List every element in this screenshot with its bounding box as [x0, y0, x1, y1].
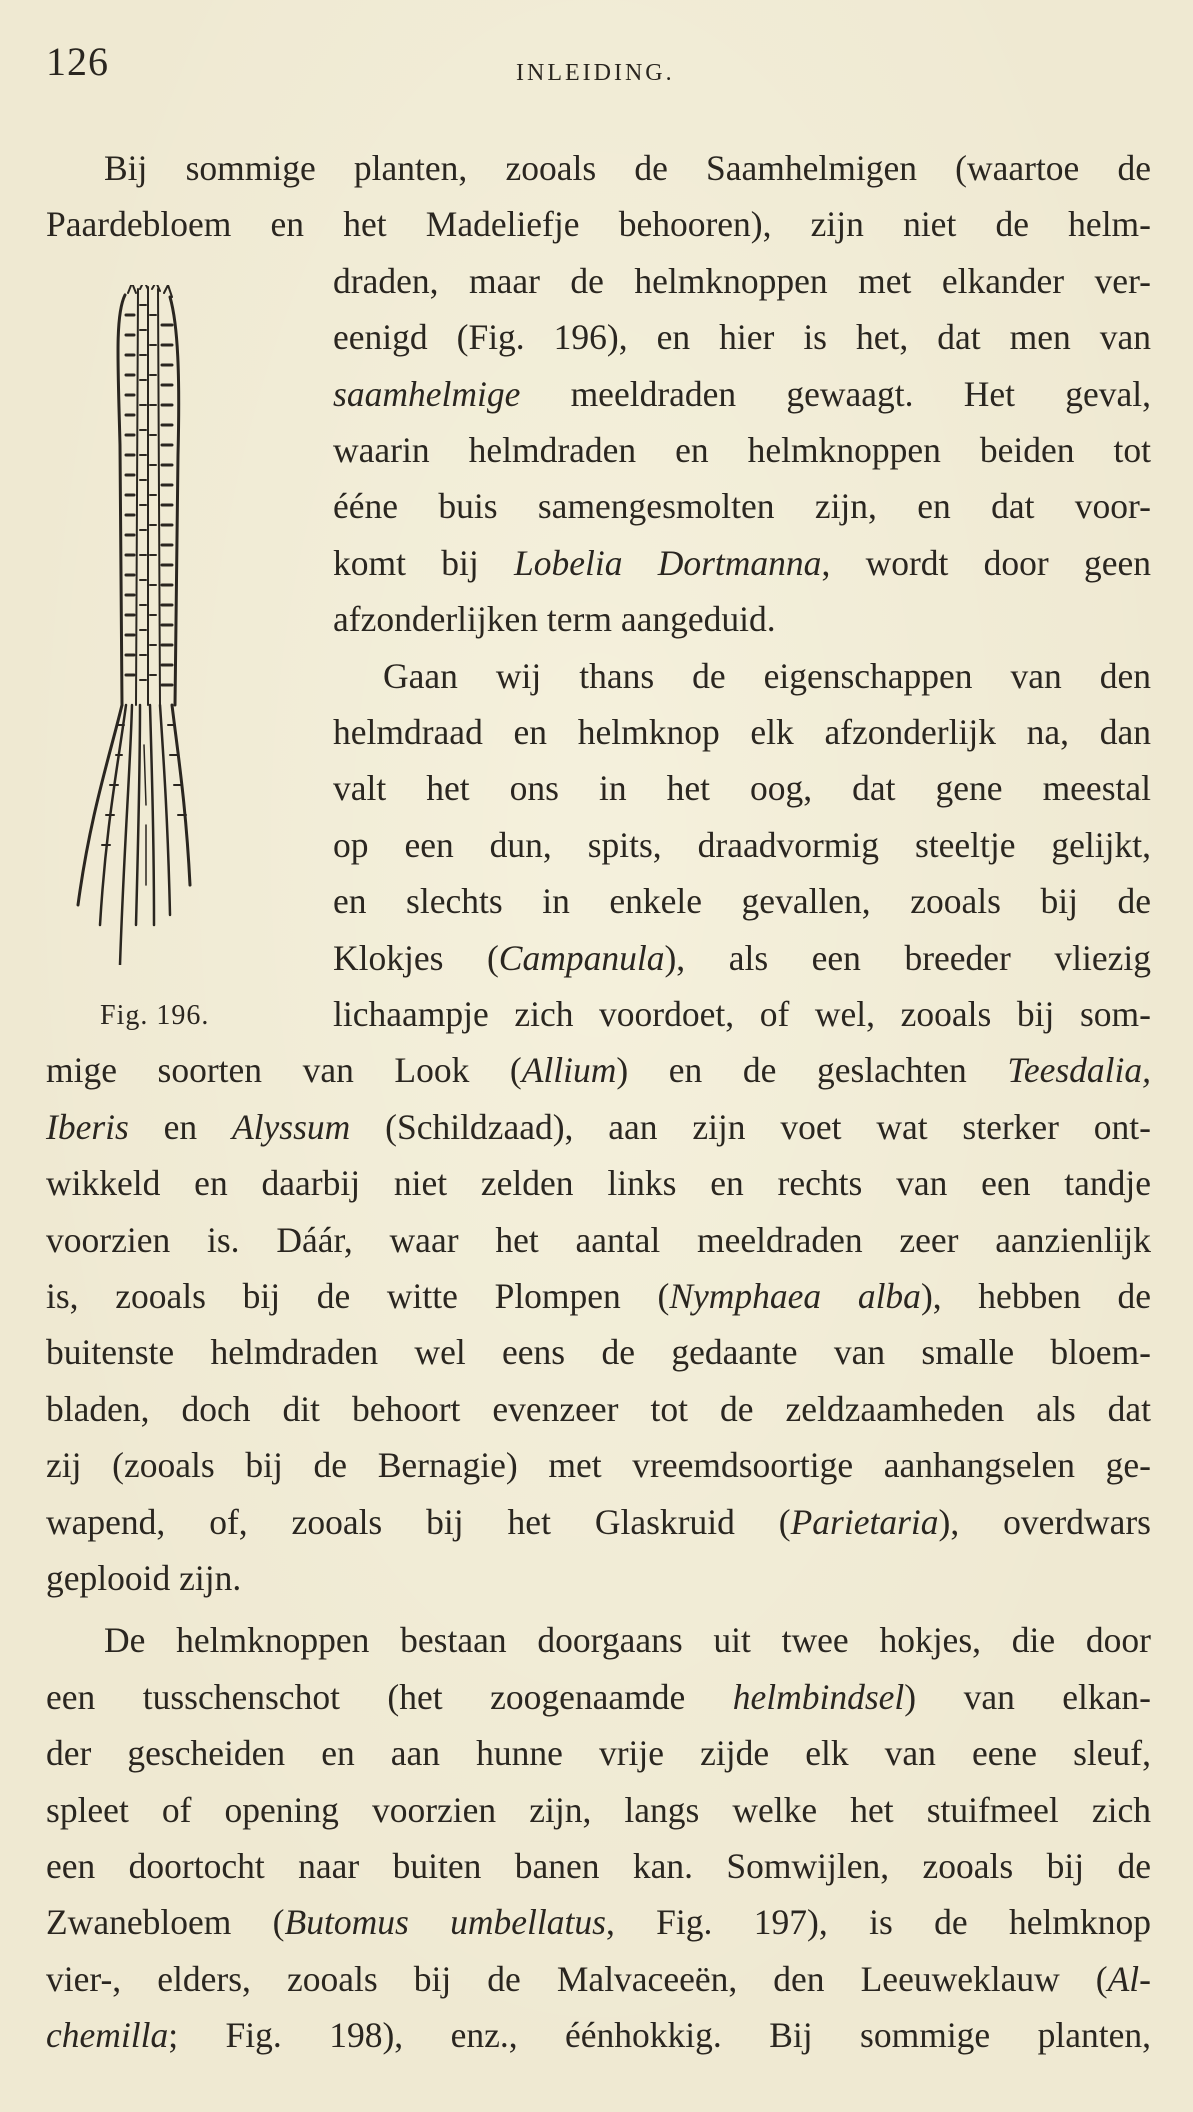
- text-line: [46, 1437, 1151, 1493]
- text-segment: eenigd (Fig. 196), en hier is het, dat men van: [333, 317, 1151, 358]
- italic-term: Iberis: [46, 1106, 129, 1147]
- text-line: [46, 1155, 1151, 1211]
- text-segment: Gaan wij thans de eigenschappen van den: [383, 655, 1151, 696]
- text-segment: een tusschenschot (het zoogenaamde: [46, 1676, 733, 1717]
- text-line: [46, 1324, 1151, 1380]
- text-segment: wikkeld en daarbij niet zelden links en rechts van een tandje: [46, 1163, 1151, 1204]
- italic-term: Campanula: [498, 937, 665, 978]
- figure-caption: Fig. 196.: [100, 1000, 210, 1031]
- text-line: [46, 1268, 1151, 1324]
- text-line: [46, 1494, 1151, 1550]
- text-segment: (Schildzaad), aan zijn voet wat sterker ont-: [350, 1106, 1151, 1147]
- italic-term: Al-: [1107, 1958, 1151, 1999]
- text-segment: buitenste helmdraden wel eens de gedaante van smalle bloem-: [46, 1332, 1151, 1373]
- text-line: [46, 1381, 1151, 1437]
- text-line: [333, 309, 1151, 365]
- running-title: INLEIDING.: [516, 60, 675, 86]
- text-segment: ; Fig. 198), enz., éénhokkig. Bij sommige planten,: [168, 2015, 1151, 2056]
- text-segment: , Fig. 197), is de helmknop: [605, 1902, 1151, 1943]
- text-segment: ), hebben de: [920, 1276, 1152, 1316]
- text-line: [333, 535, 1151, 591]
- text-line: [46, 1669, 1151, 1725]
- text-segment: ), overdwars: [938, 1501, 1151, 1542]
- text-line: [46, 1951, 1151, 2007]
- fig-196-engraving: [60, 285, 220, 965]
- text-line: [46, 1782, 1151, 1838]
- text-line: [46, 1550, 1151, 1606]
- italic-term: Alyssum: [231, 1106, 351, 1147]
- text-segment: ééne buis samengesmolten zijn, en dat voor-: [333, 486, 1151, 527]
- italic-term: Teesdalia,: [1007, 1050, 1151, 1091]
- text-segment: zij (zooals bij de Bernagie) met vreemdsoortige aanhangselen ge-: [46, 1445, 1151, 1486]
- text-segment: meeldraden gewaagt. Het geval,: [520, 373, 1151, 414]
- text-segment: vier-, elders, zooals bij de Malvaceeën, den Leeuweklauw (: [46, 1958, 1108, 1999]
- text-segment: ) van elkan-: [904, 1676, 1151, 1717]
- text-segment: een doortocht naar buiten banen kan. Somwijlen, zooals bij de: [46, 1846, 1151, 1886]
- text-segment: afzonderlijken term aangeduid.: [333, 599, 776, 640]
- text-segment: Klokjes (: [333, 937, 499, 978]
- italic-term: saamhelmige: [333, 373, 521, 414]
- text-line: [46, 1894, 1151, 1950]
- text-line: [46, 1212, 1151, 1268]
- text-segment: en: [128, 1106, 232, 1147]
- text-segment: is, zooals bij de witte Plompen (: [46, 1276, 670, 1316]
- text-line: [333, 817, 1151, 873]
- text-segment: Zwanebloem (: [46, 1902, 285, 1943]
- text-line: [333, 704, 1151, 760]
- text-line: [46, 196, 1151, 252]
- italic-term: Butomus umbellatus: [284, 1902, 606, 1943]
- text-segment: De helmknoppen bestaan doorgaans uit twee hokjes, die door: [104, 1620, 1151, 1661]
- text-line: [46, 1838, 1151, 1894]
- text-segment: bladen, doch dit behoort evenzeer tot de zeldzaamheden als dat: [46, 1388, 1151, 1429]
- text-segment: wapend, of, zooals bij het Glaskruid (: [46, 1501, 791, 1542]
- italic-term: Allium: [521, 1050, 617, 1091]
- text-line: [333, 253, 1151, 309]
- text-segment: helmdraad en helmknop elk afzonderlijk na, dan: [333, 712, 1151, 752]
- text-segment: , wordt door geen: [821, 542, 1152, 583]
- text-segment: op een dun, spits, draadvormig steeltje gelijkt,: [333, 824, 1151, 865]
- italic-term: chemilla: [46, 2015, 169, 2056]
- text-line: [383, 648, 1151, 704]
- stamen-tube-illustration: [60, 285, 220, 965]
- italic-term: helmbindsel: [732, 1676, 905, 1717]
- text-segment: Paardebloem en het Madeliefje behooren), zijn niet de helm-: [46, 204, 1151, 245]
- italic-term: Parietaria: [790, 1501, 939, 1542]
- page-header: [46, 38, 1146, 98]
- text-line: [104, 140, 1151, 196]
- text-segment: en slechts in enkele gevallen, zooals bij de: [333, 881, 1151, 922]
- text-segment: mige soorten van Look (: [46, 1050, 522, 1091]
- text-line: [104, 1612, 1151, 1668]
- text-segment: ), als een breeder vliezig: [664, 937, 1151, 978]
- page-number: 126: [46, 39, 109, 84]
- text-segment: lichaampje zich voordoet, of wel, zooals bij som-: [333, 994, 1151, 1034]
- text-segment: komt bij: [333, 542, 514, 583]
- text-line: [333, 873, 1151, 929]
- text-segment: waarin helmdraden en helmknoppen beiden tot: [333, 430, 1151, 470]
- text-line: [333, 760, 1151, 816]
- text-segment: ) en de geslachten: [616, 1050, 1008, 1091]
- text-segment: draden, maar de helmknoppen met elkander ver-: [333, 260, 1151, 301]
- text-line: [46, 2007, 1151, 2063]
- text-segment: Bij sommige planten, zooals de Saamhelmigen (waartoe de: [104, 148, 1151, 188]
- text-segment: geplooid zijn.: [46, 1558, 242, 1598]
- text-line: [46, 1099, 1151, 1155]
- text-line: [333, 930, 1151, 986]
- text-segment: valt het ons in het oog, dat gene meestal: [333, 768, 1151, 809]
- italic-term: Nymphaea alba: [669, 1276, 921, 1316]
- text-line: [46, 1725, 1151, 1781]
- text-segment: spleet of opening voorzien zijn, langs welke het stuifmeel zich: [46, 1789, 1151, 1830]
- text-segment: voorzien is. Dáár, waar het aantal meeldraden zeer aanzienlijk: [46, 1219, 1151, 1260]
- text-segment: der gescheiden en aan hunne vrije zijde elk van eene sleuf,: [46, 1733, 1151, 1774]
- text-line: [333, 366, 1151, 422]
- text-line: [333, 422, 1151, 478]
- text-line: [333, 478, 1151, 534]
- italic-term: Lobelia Dortmanna: [513, 542, 822, 583]
- text-line: [46, 1042, 1151, 1098]
- text-line: [333, 986, 1151, 1042]
- text-line: [333, 591, 1151, 647]
